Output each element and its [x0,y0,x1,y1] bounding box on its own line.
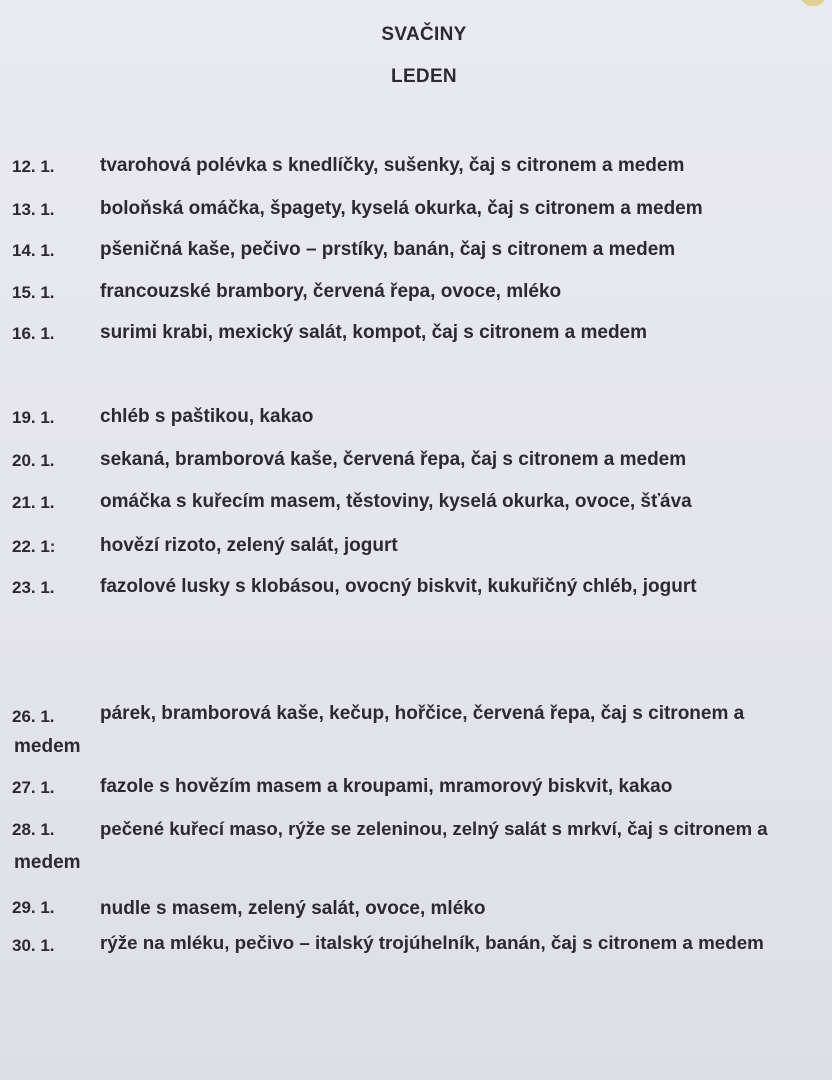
entry-date: 21. 1. [12,493,55,512]
entry-continuation: medem [14,736,81,757]
entry-text: pšeničná kaše, pečivo – prstíky, banán, čaj s citronem a medem [100,239,676,260]
entry-date: 23. 1. [12,578,55,597]
entry-date: 20. 1. [12,451,55,470]
entry-text: fazole s hovězím masem a kroupami, mramorový biskvit, kakao [100,776,673,797]
entry-date: 22. 1: [12,537,56,556]
entry-text: omáčka s kuřecím masem, těstoviny, kyselá okurka, ovoce, šťáva [100,491,692,512]
entry-text: tvarohová polévka s knedlíčky, sušenky, čaj s citronem a medem [100,155,685,176]
entry-text: nudle s masem, zelený salát, ovoce, mléko [100,898,486,919]
entry-text: chléb s paštikou, kakao [100,406,314,427]
entry-continuation: medem [14,852,81,873]
corner-shadow [800,0,826,6]
page-title: SVAČINY [381,24,467,45]
entry-text: surimi krabi, mexický salát, kompot, čaj s citronem a medem [100,322,648,343]
entry-text: sekaná, bramborová kaše, červená řepa, čaj s citronem a medem [100,449,687,470]
entry-date: 28. 1. [12,820,55,839]
entry-date: 27. 1. [12,778,55,797]
entry-date: 13. 1. [12,200,55,219]
entry-date: 30. 1. [12,936,55,955]
entry-text: boloňská omáčka, špagety, kyselá okurka, čaj s citronem a medem [100,198,703,219]
entry-date: 29. 1. [12,898,55,917]
entry-text: fazolové lusky s klobásou, ovocný biskvit, kukuřičný chléb, jogurt [100,576,697,597]
entry-text: rýže na mléku, pečivo – italský trojúhelník, banán, čaj s citronem a medem [100,932,764,953]
entry-text: hovězí rizoto, zelený salát, jogurt [100,535,398,556]
entry-date: 26. 1. [12,707,55,726]
entry-date: 15. 1. [12,283,55,302]
entry-text: pečené kuřecí maso, rýže se zeleninou, zelný salát s mrkví, čaj s citronem a [100,818,768,839]
entry-text: francouzské brambory, červená řepa, ovoce, mléko [100,281,562,302]
entry-date: 16. 1. [12,324,55,343]
entry-date: 19. 1. [12,408,55,427]
month-heading: LEDEN [391,66,457,87]
entry-date: 12. 1. [12,157,55,176]
entry-date: 14. 1. [12,241,55,260]
entry-text: párek, bramborová kaše, kečup, hořčice, červená řepa, čaj s citronem a [100,703,745,724]
